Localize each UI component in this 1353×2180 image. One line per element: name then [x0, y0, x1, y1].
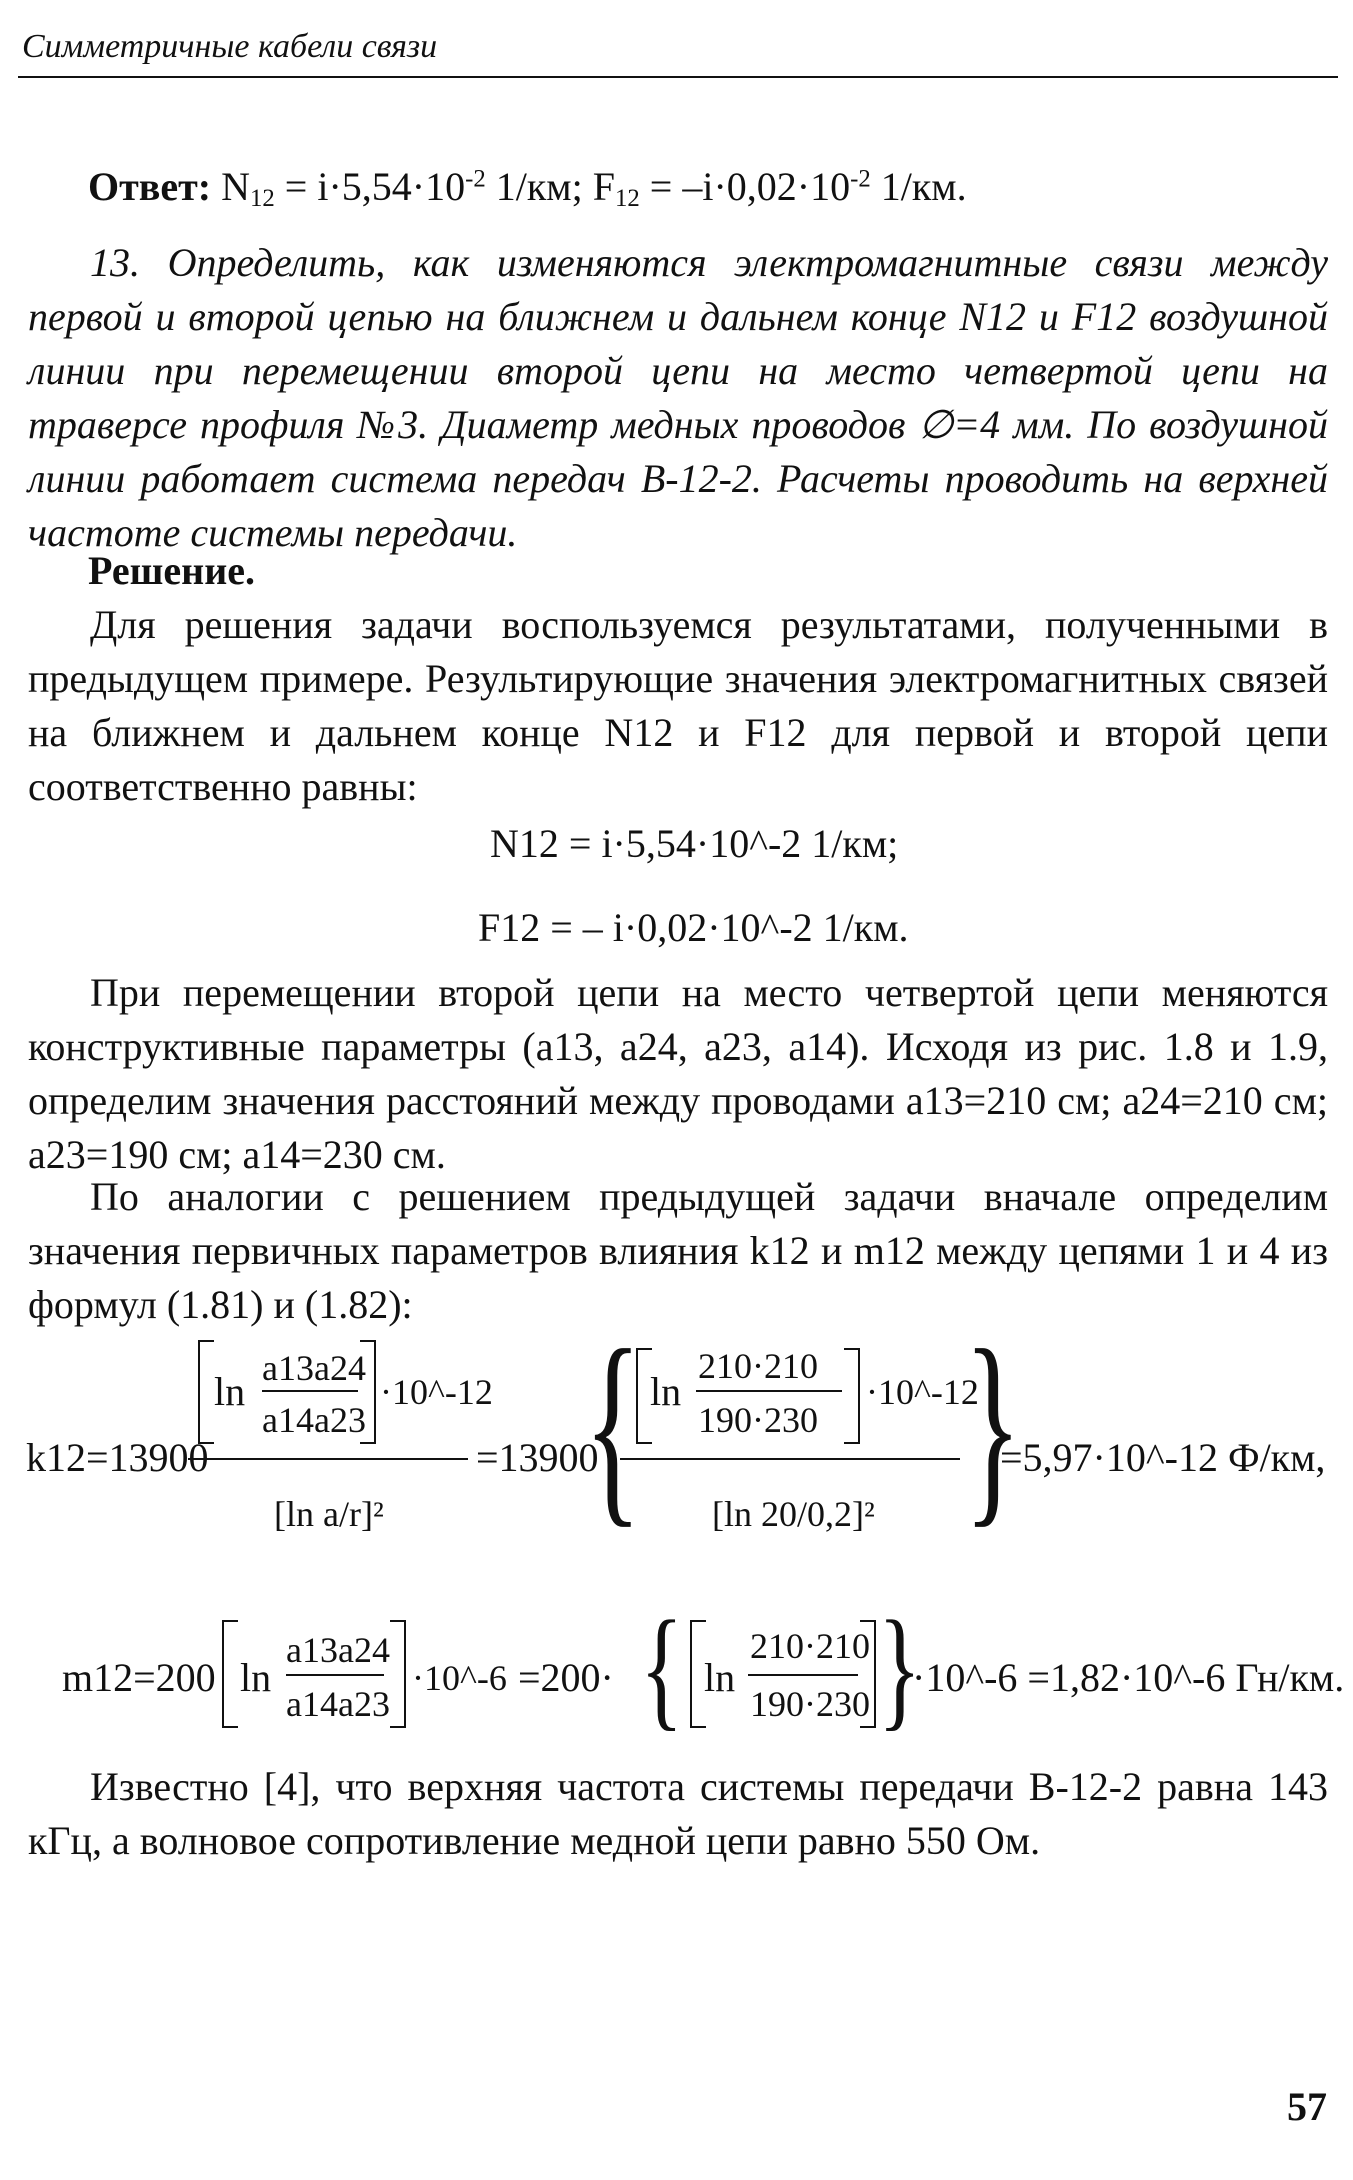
formula-k-num-sym: a13a24	[262, 1348, 366, 1388]
paragraph-4: Известно [4], что верхняя частота системы передачи В-12-2 равна 143 кГц, а волновое сопротивление медной цепи равно 550 Ом.	[28, 1764, 1328, 1863]
formula-k-ln: ln	[214, 1369, 246, 1414]
formula-k-lhs: k12=13900	[26, 1435, 209, 1480]
formula-k-lower-sym: [ln a/r]²	[274, 1494, 384, 1534]
formula-k-pow: ·10^-12	[380, 1372, 493, 1412]
formula-m-lhs: m12=200	[62, 1655, 216, 1700]
formula-m-den-sym: a14a23	[286, 1684, 390, 1724]
formula-k-den-sym: a14a23	[262, 1400, 366, 1440]
formula-m-num-val: 210·210	[750, 1626, 870, 1666]
solution-label: Решение.	[88, 548, 256, 593]
answer-n: $N_{12} = i\cdot 5,54\cdot 10^{-2}$ 1/км;	[221, 164, 593, 213]
formula-k-den-val: 190·230	[698, 1400, 818, 1440]
book-page: Симметричные кабели связи Ответ: $N_{12} = i\cdot 5,54\cdot 10^{-2}$ 1/км; $F_{12} = -i\cdot 0,02\cdot 10^{-2}$ 1/км. 13. Определить, как изменяются электромагнитные связи между первой и второй цепью на ближнем и дальнем конце N12 и F12 воздушной линии при перемещении второй цепи на место четвертой цепи на траверсе профиля №3. Диаметр медных проводов ∅=4 мм. По воздушной линии работает система передач В-12-2. Расчеты проводить на верхней частоте системы передачи. Решение. Для решения задачи воспользуемся результатами, полученными в предыдущем примере. Результирующие значения электромагнитных связей на ближнем и дальнем конце N12 и F12 для первой и второй цепи соответственно равны: N12 = i·5,54·10^-2 1/км; F12 = – i·0,02·10^-2 1/км. При перемещении второй цепи на место четвертой цепи меняются конструктивные параметры (a13, a24, a23, a14). Исходя из рис. 1.8 и 1.9, определим значения расстояний между проводами a13=210 см; a24=210 см; a23=190 см; a14=230 см. По аналогии с решением предыдущей задачи вначале определим значения первичных параметров влияния k12 и m12 между цепями 1 и 4 из формул (1.81) и (1.82): k12=13900 ln a13a24 a14a23 ·10^-12 [ln a/r]² =13900 { ln 210·210 190·230 ·10^-12 [ln 20/0,2]² } =5,97·10^-12 Ф/км, m12=200 ln a13a24 a14a23 ·10^-6 =200· { ln 210·210 190·230 } ·10^-6 =1,82·10^-6 Гн/км. Известно [4], что верхняя частота системы передачи В-12-2 равна 143 кГц, а волновое сопротивление медной цепи равно 550 Ом. 57	[0, 0, 1353, 2180]
formula-k-num-val: 210·210	[698, 1346, 818, 1386]
formula-k-result: =5,97·10^-12 Ф/км,	[1000, 1435, 1326, 1480]
formula-k-lower-val: [ln 20/0,2]²	[712, 1494, 875, 1534]
problem-13-text: 13. Определить, как изменяются электромагнитные связи между первой и второй цепью на ближнем и дальнем конце N12 и F12 воздушной линии при перемещении второй цепи на место четвертой цепи на траверсе профиля №3. Диаметр медных проводов ∅=4 мм. По воздушной линии работает система передач В-12-2. Расчеты проводить на верхней частоте системы передачи.	[28, 240, 1328, 555]
answer-label: Ответ:	[88, 164, 212, 209]
running-head: Симметричные кабели связи	[22, 28, 438, 65]
formula-k-mid: =13900	[476, 1435, 599, 1480]
formula-k-pow-2: ·10^-12	[866, 1372, 979, 1412]
formula-m-mid: =200·	[518, 1655, 614, 1700]
equation-n12: N12 = i·5,54·10^-2 1/км;	[490, 821, 899, 866]
header-rule	[18, 76, 1338, 78]
formula-m-ln: ln	[240, 1655, 272, 1700]
equation-f12: F12 = – i·0,02·10^-2 1/км.	[478, 905, 909, 950]
formula-m-pow: ·10^-6	[412, 1658, 507, 1698]
formula-m-result: ·10^-6 =1,82·10^-6 Гн/км.	[912, 1655, 1345, 1700]
answer-f: $F_{12} = -i\cdot 0,02\cdot 10^{-2}$ 1/км.	[592, 164, 967, 213]
paragraph-1: Для решения задачи воспользуемся результатами, полученными в предыдущем примере. Результирующие значения электромагнитных связей на ближнем и дальнем конце N12 и F12 для первой и второй цепи соответственно равны:	[28, 602, 1328, 809]
page-number: 57	[1287, 2084, 1327, 2129]
paragraph-2: При перемещении второй цепи на место четвертой цепи меняются конструктивные параметры (a13, a24, a23, a14). Исходя из рис. 1.8 и 1.9, определим значения расстояний между проводами a13=210 см; a24=210 см; a23=190 см; a14=230 см.	[28, 970, 1328, 1177]
formula-m-den-val: 190·230	[750, 1684, 870, 1724]
paragraph-3: По аналогии с решением предыдущей задачи вначале определим значения первичных параметров влияния k12 и m12 между цепями 1 и 4 из формул (1.81) и (1.82):	[28, 1174, 1328, 1327]
formula-m-num-sym: a13a24	[286, 1630, 390, 1670]
answer-line	[88, 160, 1328, 214]
formula-k-ln-2: ln	[650, 1369, 682, 1414]
formula-m-ln-2: ln	[704, 1655, 736, 1700]
